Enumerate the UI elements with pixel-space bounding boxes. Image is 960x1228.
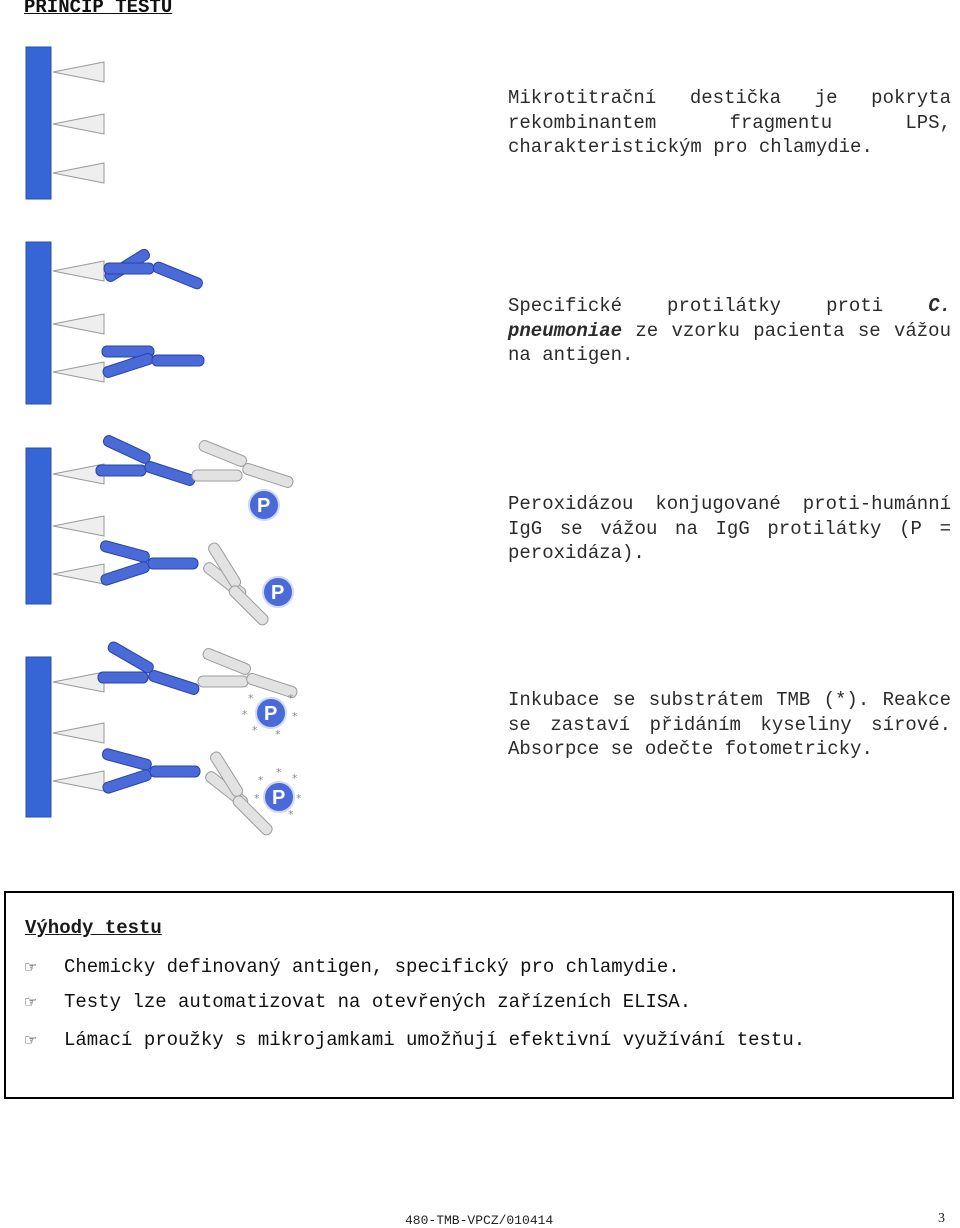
svg-text:*: * [275, 728, 281, 741]
antigen-row [53, 672, 104, 791]
antigen-row [53, 62, 104, 183]
svg-text:P: P [257, 495, 271, 517]
document-code: 480-TMB-VPCZ/010414 [405, 1213, 554, 1228]
antigen-row [53, 464, 104, 584]
patient-antibody [102, 346, 204, 379]
patient-antibody [96, 434, 196, 487]
step2-text-after: ze vzorku pacienta se vážou na antigen. [508, 319, 951, 366]
antigen-row [53, 261, 104, 382]
advantage-item [24, 991, 691, 1013]
pointing-hand-icon: ☞ [24, 993, 38, 1011]
advantage-text: Testy lze automatizovat na otevřených zařízeních ELISA. [64, 991, 692, 1013]
svg-text:*: * [248, 692, 254, 705]
svg-text:*: * [258, 774, 264, 787]
patient-antibody [98, 640, 200, 696]
pointing-hand-icon: ☞ [24, 958, 38, 976]
advantage-text: Lámací proužky s mikrojamkami umožňují efektivní využívání testu. [64, 1029, 806, 1051]
patient-antibody [99, 540, 198, 587]
step2-diagram [22, 230, 222, 406]
conjugate-antibody [198, 647, 298, 699]
step1-text: Mikrotitrační destička je pokryta rekombinantem fragmentu LPS, charakteristickým pro chlamydie. [508, 87, 951, 158]
svg-text:*: * [276, 766, 282, 779]
advantage-item [24, 956, 680, 978]
peroxidase-label [249, 490, 279, 520]
peroxidase-label [263, 577, 293, 607]
advantages-title: Výhody testu [25, 917, 162, 939]
svg-text:P: P [264, 703, 278, 725]
patient-antibody [101, 748, 200, 795]
svg-text:*: * [296, 792, 302, 805]
svg-text:P: P [271, 582, 285, 604]
plate-surface [26, 242, 51, 404]
step3-text: Peroxidázou konjugované proti-humánní IgG se vážou na IgG protilátky (P = peroxidáza). [508, 493, 951, 564]
svg-text:*: * [254, 792, 260, 805]
svg-text:*: * [242, 708, 248, 721]
section-title: PRINCIP TESTU [24, 0, 173, 18]
svg-text:*: * [292, 772, 298, 785]
step4-diagram [22, 636, 322, 846]
species-name: C. pneumoniae [508, 295, 951, 342]
step2-text-before: Specifické protilátky proti [508, 295, 929, 317]
patient-antibody [103, 248, 204, 291]
conjugate-antibody [192, 439, 294, 489]
advantage-item [24, 1029, 805, 1051]
svg-text:*: * [288, 808, 294, 821]
svg-text:*: * [292, 710, 298, 723]
advantages-box [4, 891, 954, 1099]
page-number: 3 [938, 1211, 945, 1226]
plate-surface [26, 448, 51, 604]
step2-text [508, 294, 951, 368]
advantage-text: Chemicky definovaný antigen, specifický pro chlamydie. [64, 956, 680, 978]
peroxidase-label [256, 698, 286, 728]
pointing-hand-icon: ☞ [24, 1031, 38, 1049]
step4-text: Inkubace se substrátem TMB (*). Reakce se zastaví přidáním kyseliny sírové. Absorpce se odečte fotometricky. [508, 689, 951, 760]
svg-text:*: * [252, 724, 258, 737]
step3-diagram [22, 430, 312, 630]
step1-diagram [22, 46, 132, 202]
plate-surface [26, 657, 51, 817]
svg-text:P: P [272, 787, 286, 809]
plate-surface [26, 47, 51, 199]
conjugate-antibody [202, 541, 271, 627]
svg-text:*: * [288, 692, 294, 705]
